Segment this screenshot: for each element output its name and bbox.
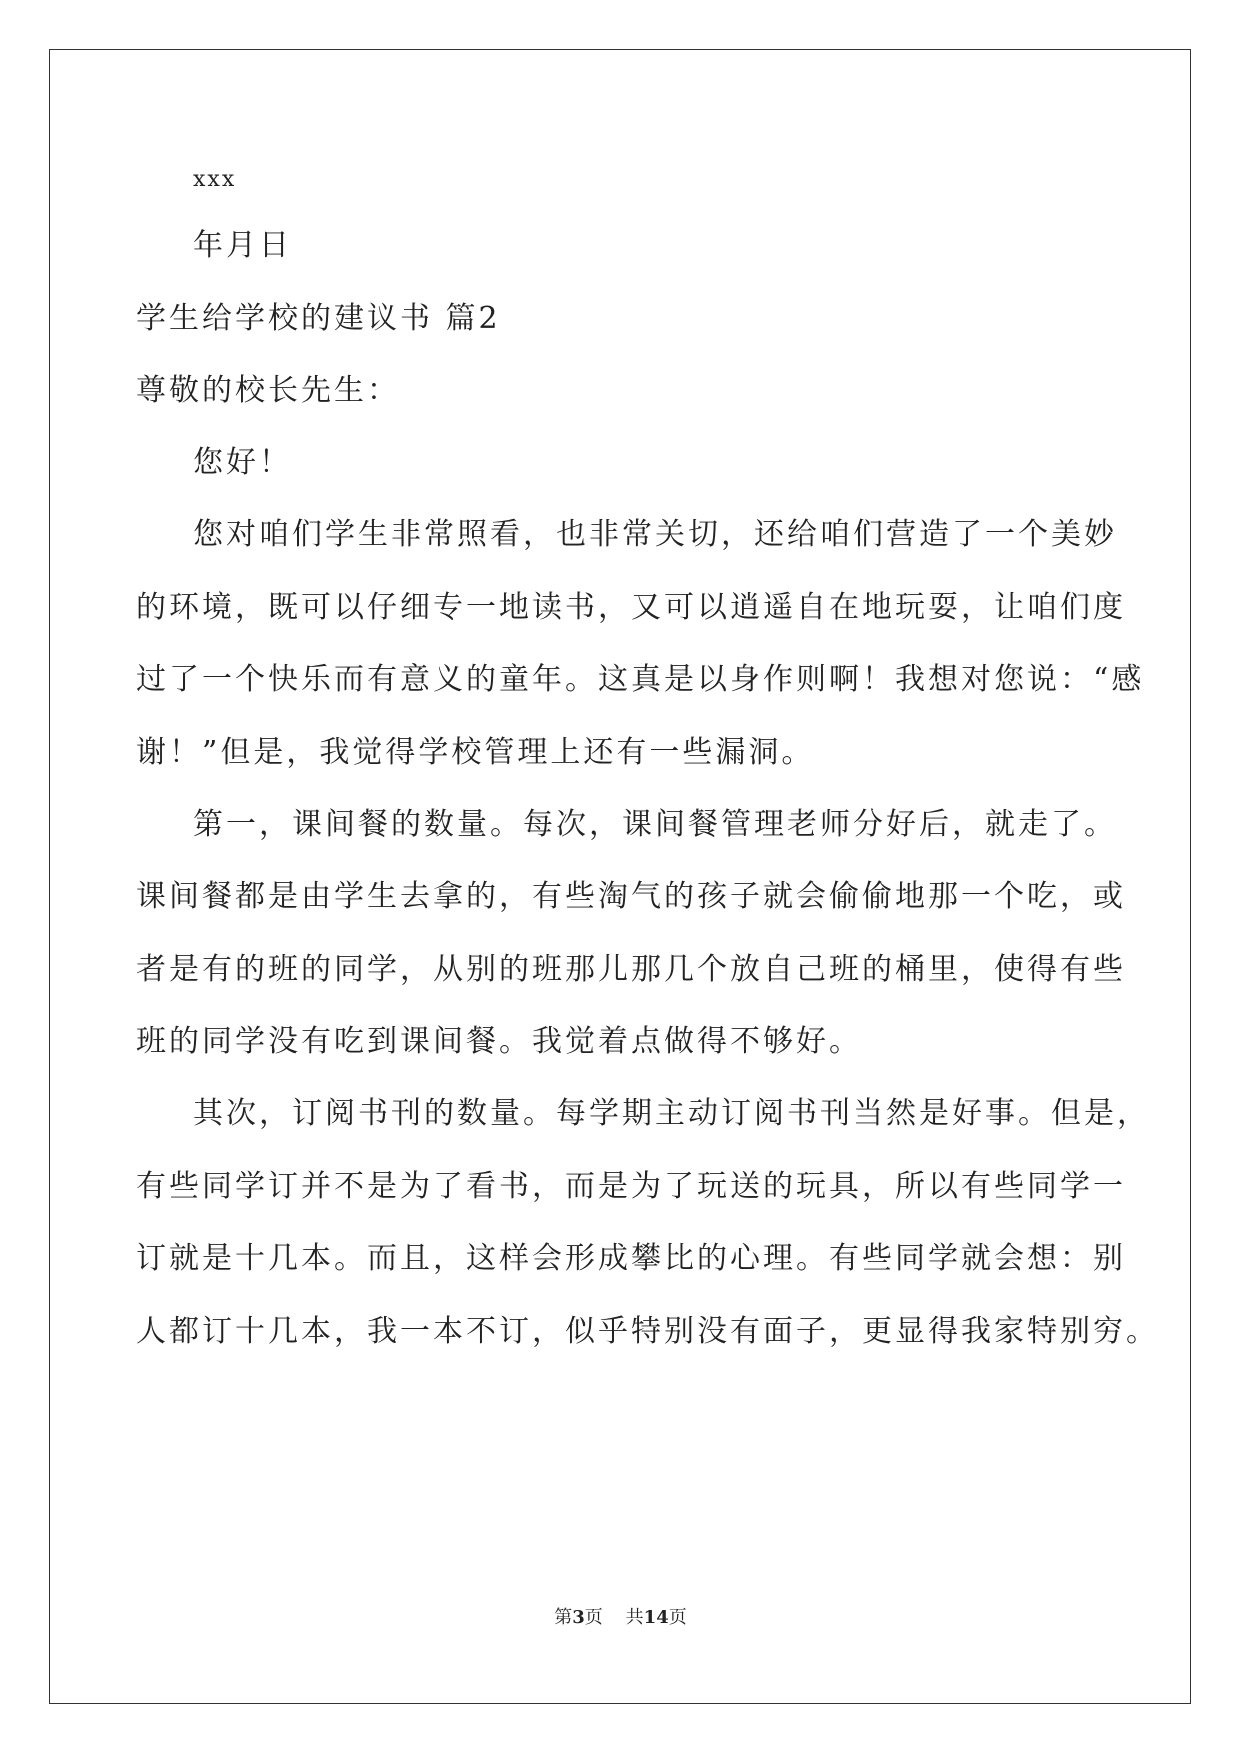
paragraph-line: 订就是十几本。而且，这样会形成攀比的心理。有些同学就会想：别 (136, 1241, 1126, 1276)
total-pages-number: 14 (643, 1607, 669, 1628)
salutation: 尊敬的校长先生： (136, 373, 400, 408)
footer-prefix: 第 (554, 1607, 573, 1628)
signature: xxx (193, 167, 237, 192)
paragraph-line: 课间餐都是由学生去拿的，有些淘气的孩子就会偷偷地那一个吃，或 (136, 879, 1126, 914)
paragraph-line: 过了一个快乐而有意义的童年。这真是以身作则啊！我想对您说：“感 (136, 662, 1145, 697)
paragraph-line: 的环境，既可以仔细专一地读书，又可以逍遥自在地玩耍，让咱们度 (136, 590, 1126, 625)
date-line: 年月日 (193, 228, 292, 263)
section-heading: 学生给学校的建议书 篇2 (136, 301, 501, 336)
paragraph-line: 人都订十几本，我一本不订，似乎特别没有面子，更显得我家特别穷。 (136, 1314, 1159, 1349)
current-page-number: 3 (572, 1607, 585, 1628)
page-footer (0, 1606, 1241, 1630)
paragraph-line: 您对咱们学生非常照看，也非常关切，还给咱们营造了一个美妙 (193, 517, 1117, 552)
paragraph-line: 班的同学没有吃到课间餐。我觉着点做得不够好。 (136, 1024, 862, 1059)
paragraph-line: 者是有的班的同学，从别的班那儿那几个放自己班的桶里，使得有些 (136, 952, 1126, 987)
greeting: 您好！ (193, 445, 292, 480)
footer-page-word: 页 (584, 1607, 603, 1628)
footer-total-prefix: 共 (625, 1607, 644, 1628)
paragraph-line: 有些同学订并不是为了看书，而是为了玩送的玩具，所以有些同学一 (136, 1169, 1126, 1204)
paragraph-line: 其次，订阅书刊的数量。每学期主动订阅书刊当然是好事。但是， (193, 1096, 1150, 1131)
footer-total-suffix: 页 (668, 1607, 687, 1628)
paragraph-line: 第一，课间餐的数量。每次，课间餐管理老师分好后，就走了。 (193, 807, 1117, 842)
paragraph-line: 谢！”但是，我觉得学校管理上还有一些漏洞。 (136, 735, 815, 770)
